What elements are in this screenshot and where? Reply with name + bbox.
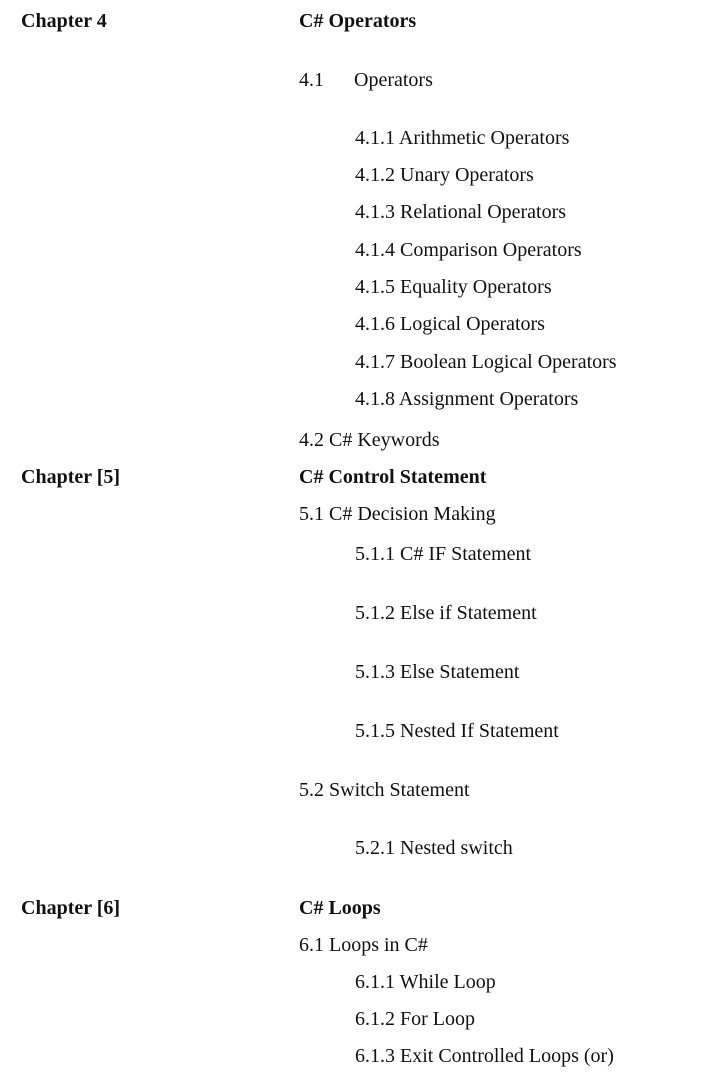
subsection-5-2-1: 5.2.1 Nested switch	[355, 837, 513, 859]
chapter-5-title: C# Control Statement	[299, 466, 487, 488]
chapter-6-label: Chapter [6]	[21, 897, 121, 919]
subsection-5-1-1: 5.1.1 C# IF Statement	[355, 543, 532, 565]
section-4-1-label: Operators	[354, 69, 433, 91]
subsection-4-1-7: 4.1.7 Boolean Logical Operators	[355, 351, 617, 373]
subsection-6-1-2: 6.1.2 For Loop	[355, 1008, 475, 1030]
subsection-5-1-2: 5.1.2 Else if Statement	[355, 602, 537, 624]
section-4-1	[0, 70, 720, 92]
subsection-6-1-3: 6.1.3 Exit Controlled Loops (or)	[355, 1045, 614, 1067]
subsection-4-1-3: 4.1.3 Relational Operators	[355, 201, 567, 223]
subsection-5-1-3: 5.1.3 Else Statement	[355, 661, 520, 683]
subsection-4-1-8: 4.1.8 Assignment Operators	[355, 388, 579, 410]
chapter-4-title: C# Operators	[299, 10, 417, 32]
section-4-2: 4.2 C# Keywords	[299, 429, 440, 451]
subsection-4-1-2: 4.1.2 Unary Operators	[355, 164, 534, 186]
section-5-2: 5.2 Switch Statement	[299, 779, 470, 801]
subsection-4-1-6: 4.1.6 Logical Operators	[355, 313, 545, 335]
subsection-4-1-5: 4.1.5 Equality Operators	[355, 276, 552, 298]
subsection-6-1-1: 6.1.1 While Loop	[355, 971, 496, 993]
chapter-4-label: Chapter 4	[21, 10, 107, 32]
section-6-1: 6.1 Loops in C#	[299, 934, 428, 956]
subsection-5-1-5: 5.1.5 Nested If Statement	[355, 720, 559, 742]
chapter-5-label: Chapter [5]	[21, 466, 121, 488]
subsection-4-1-4: 4.1.4 Comparison Operators	[355, 239, 582, 261]
section-5-1: 5.1 C# Decision Making	[299, 503, 496, 525]
section-4-1-number: 4.1	[299, 69, 324, 91]
chapter-6-title: C# Loops	[299, 897, 381, 919]
subsection-4-1-1: 4.1.1 Arithmetic Operators	[355, 127, 570, 149]
